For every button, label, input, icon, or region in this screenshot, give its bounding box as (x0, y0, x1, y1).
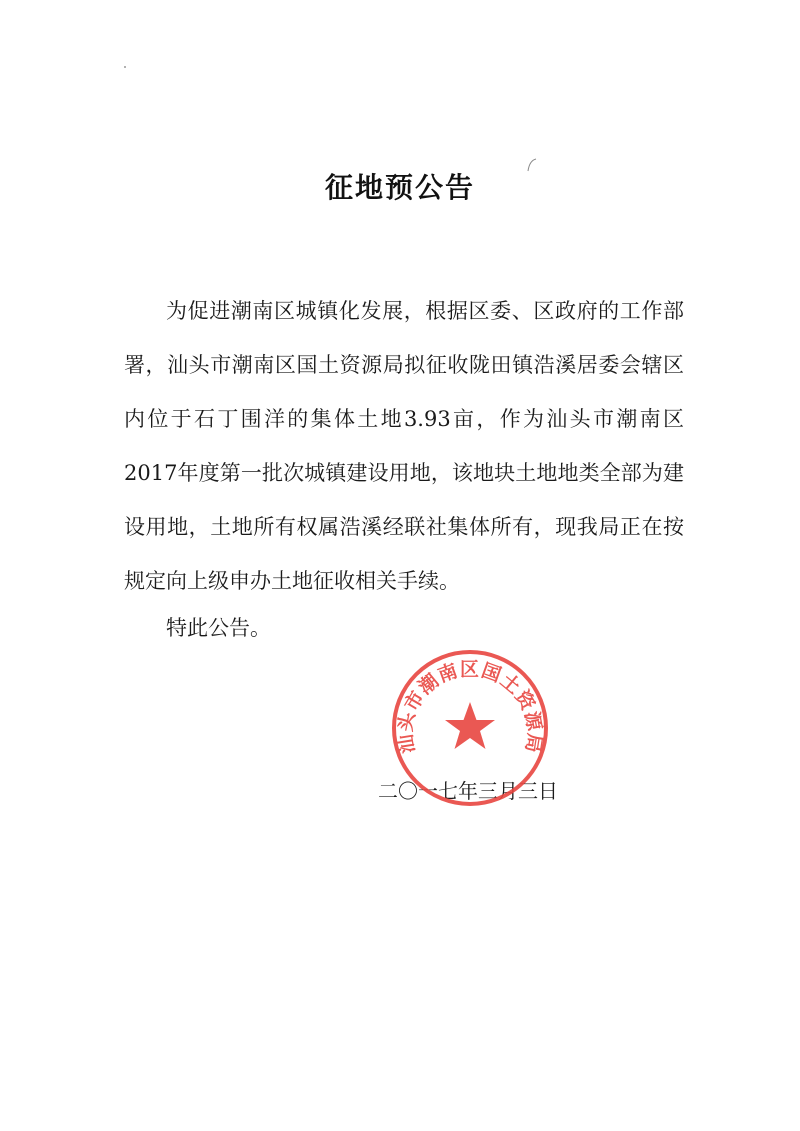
star-icon (445, 702, 495, 749)
seal-text: 汕头市潮南区国土资源局 (394, 658, 546, 756)
closing-text: 特此公告。 (166, 616, 271, 640)
page-title: 征地预公告 (324, 171, 475, 204)
official-seal (390, 648, 550, 808)
announcement-body: 为促进潮南区城镇化发展，根据区委、区政府的工作部署，汕头市潮南区国土资源局拟征收陇田镇浩溪居委会辖区内位于石丁围洋的集体土地3.93亩，作为汕头市潮南区2017年度第一批次城镇建设用地，该地块土地地类全部为建设用地，土地所有权属浩溪经联社集体所有，现我局正在按规定向上级申办土地征收相关手续。 (124, 299, 684, 593)
scan-speck (124, 66, 126, 68)
document-date: 二〇一七年三月三日 (378, 779, 558, 803)
